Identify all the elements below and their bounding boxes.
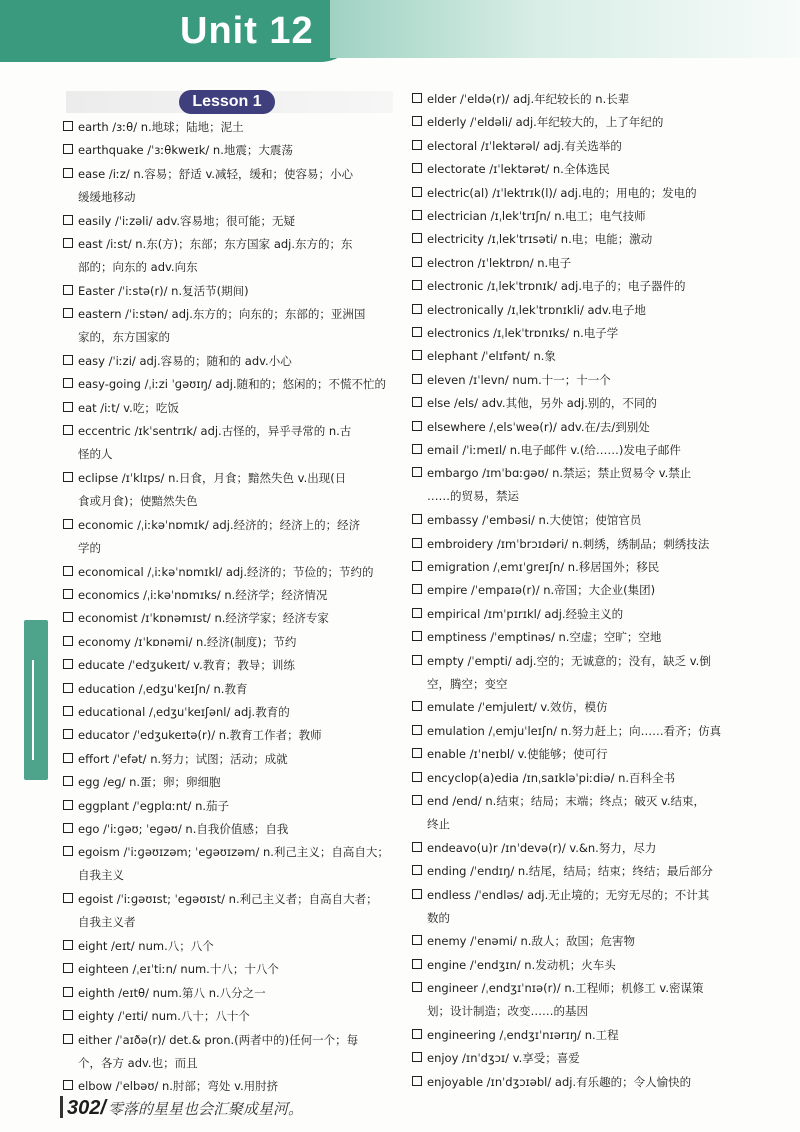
vocab-entry xyxy=(412,1047,742,1070)
vocab-entry xyxy=(412,650,742,696)
checkbox-icon xyxy=(63,846,73,856)
entry-text: elephant /ˈelɪfənt/ n.象 xyxy=(427,349,556,364)
vocab-entry xyxy=(412,462,742,508)
checkbox-icon xyxy=(63,683,73,693)
vocab-entry xyxy=(63,818,393,841)
vocab-entry xyxy=(412,626,742,649)
vocab-entry xyxy=(412,696,742,719)
checkbox-icon xyxy=(63,355,73,365)
page-number: 302/ xyxy=(67,1097,106,1119)
entry-text: easily /ˈiːzəli/ adv.容易地；很可能；无疑 xyxy=(78,213,296,228)
vocab-entry xyxy=(63,631,393,654)
entry-text: engineering /ˌendʒɪˈnɪərɪŋ/ n.工程 xyxy=(427,1028,619,1042)
entry-text: elsewhere /ˌelsˈweə(r)/ adv.在/去/到别处 xyxy=(427,419,650,434)
vocab-entry xyxy=(63,467,393,513)
checkbox-icon xyxy=(412,467,422,477)
entry-text: ease /iːz/ n.容易；舒适 v.减轻，缓和；使容易；小心 xyxy=(78,166,354,181)
entry-text: endless /ˈendləs/ adj.无止境的；无穷无尽的；不计其 xyxy=(427,887,710,902)
checkbox-icon xyxy=(412,304,422,314)
checkbox-icon xyxy=(63,168,73,178)
checkbox-icon xyxy=(412,257,422,267)
entry-text: education /ˌedʒuˈkeɪʃn/ n.教育 xyxy=(78,681,248,696)
entry-text: enjoy /ɪnˈdʒɔɪ/ v.享受；喜爱 xyxy=(427,1051,580,1066)
checkbox-icon xyxy=(412,421,422,431)
checkbox-icon xyxy=(63,940,73,950)
entry-text: enable /ɪˈneɪbl/ v.使能够；使可行 xyxy=(427,747,608,762)
vocab-entry xyxy=(412,509,742,532)
unit-title: Unit 12 xyxy=(180,10,314,52)
vocab-entry xyxy=(63,1029,393,1075)
checkbox-icon xyxy=(412,1076,422,1086)
vocab-entry xyxy=(412,369,742,392)
entry-text: enemy /ˈenəmi/ n.敌人；敌国；危害物 xyxy=(427,934,635,949)
checkbox-icon xyxy=(412,701,422,711)
entry-text: either /ˈaɪðə(r)/ det.& pron.(两者中的)任何一个；每 xyxy=(78,1032,359,1047)
entry-text-continued: 部的；向东的 adv.向东 xyxy=(78,260,198,274)
vocab-entry xyxy=(63,233,393,279)
checkbox-icon xyxy=(63,402,73,412)
checkbox-icon xyxy=(412,187,422,197)
entry-text: economical /ˌiːkəˈnɒmɪkl/ adj.经济的；节俭的；节约的 xyxy=(78,564,374,579)
checkbox-icon xyxy=(412,842,422,852)
checkbox-icon xyxy=(412,959,422,969)
entry-text: ego /ˈiːɡəʊ; ˈeɡəʊ/ n.自我价值感；自我 xyxy=(78,822,289,836)
checkbox-icon xyxy=(412,327,422,337)
entry-text: elder /ˈeldə(r)/ adj.年纪较长的 n.长辈 xyxy=(427,92,630,106)
vocab-entry xyxy=(63,654,393,677)
entry-text: effort /ˈefət/ n.努力；试图；活动；成就 xyxy=(78,751,288,766)
vocab-entry xyxy=(412,603,742,626)
entry-text: earthquake /ˈɜːθkweɪk/ n.地震；大震荡 xyxy=(78,143,293,158)
vocab-entry xyxy=(412,1071,742,1094)
entry-text: eclipse /ɪˈklɪps/ n.日食，月食；黯然失色 v.出现(日 xyxy=(78,471,347,485)
entry-text: easy /ˈiːzi/ adj.容易的；随和的 adv.小心 xyxy=(78,354,292,368)
vocab-entry xyxy=(412,533,742,556)
entry-text: eastern /ˈiːstən/ adj.东方的；向东的；东部的；亚洲国 xyxy=(78,307,366,322)
vocab-entry xyxy=(412,556,742,579)
checkbox-icon xyxy=(412,865,422,875)
entry-text: eighth /eɪtθ/ num.第八 n.八分之一 xyxy=(78,985,266,1000)
entry-text: empirical /ɪmˈpɪrɪkl/ adj.经验主义的 xyxy=(427,606,624,621)
page-footer xyxy=(60,1096,460,1126)
entry-text: electronics /ɪˌlekˈtrɒnɪks/ n.电子学 xyxy=(427,326,619,340)
checkbox-icon xyxy=(412,1052,422,1062)
vocab-entry xyxy=(63,303,393,349)
vocab-entry xyxy=(412,345,742,368)
checkbox-icon xyxy=(412,584,422,594)
checkbox-icon xyxy=(412,444,422,454)
vocab-entry xyxy=(63,163,393,209)
entry-text: educational /ˌedʒuˈkeɪʃənl/ adj.教育的 xyxy=(78,705,290,719)
vocab-entry xyxy=(63,795,393,818)
vocab-entry xyxy=(412,1024,742,1047)
checkbox-icon xyxy=(412,725,422,735)
vocab-entry xyxy=(63,373,393,396)
entry-text-continued: 划；设计制造；改变……的基因 xyxy=(427,1004,588,1019)
entry-text: embroidery /ɪmˈbrɔɪdəri/ n.刺绣，绣制品；刺绣技法 xyxy=(427,536,710,551)
entry-text: electoral /ɪˈlektərəl/ adj.有关选举的 xyxy=(427,138,622,153)
entry-text: electron /ɪˈlektrɒn/ n.电子 xyxy=(427,255,572,270)
vocab-entry xyxy=(412,439,742,462)
footer-motto: 零落的星星也会汇聚成星河。 xyxy=(107,1100,303,1118)
checkbox-icon xyxy=(63,800,73,810)
vocab-entry xyxy=(412,790,742,836)
checkbox-icon xyxy=(412,280,422,290)
entry-text: eight /eɪt/ num.八；八个 xyxy=(78,939,214,953)
checkbox-icon xyxy=(412,935,422,945)
entry-text: enjoyable /ɪnˈdʒɔɪəbl/ adj.有乐趣的；令人愉快的 xyxy=(427,1074,692,1089)
checkbox-icon xyxy=(63,472,73,482)
vocab-entry xyxy=(63,982,393,1005)
checkbox-icon xyxy=(63,308,73,318)
entry-text: emigration /ˌemɪˈɡreɪʃn/ n.移居国外；移民 xyxy=(427,560,660,574)
checkbox-icon xyxy=(412,748,422,758)
vocab-entry xyxy=(412,322,742,345)
checkbox-icon xyxy=(412,397,422,407)
checkbox-icon xyxy=(63,144,73,154)
vocab-entry xyxy=(63,420,393,466)
entry-text-continued: 数的 xyxy=(427,910,450,925)
checkbox-icon xyxy=(412,116,422,126)
entry-text: emptiness /ˈemptinəs/ n.空虚；空旷；空地 xyxy=(427,630,662,645)
checkbox-icon xyxy=(63,589,73,599)
entry-text: egoist /ˈiːɡəʊɪst; ˈeɡəʊɪst/ n.利己主义者；自高自大者； xyxy=(78,892,378,907)
vocab-entry xyxy=(412,767,742,790)
checkbox-icon xyxy=(63,566,73,576)
entry-text: else /els/ adv.其他，另外 adj.别的，不同的 xyxy=(427,396,657,411)
vocab-entry xyxy=(412,299,742,322)
checkbox-icon xyxy=(412,210,422,220)
entry-text: electric(al) /ɪˈlektrɪk(l)/ adj.电的；用电的；发电的 xyxy=(427,185,697,200)
entry-text-continued: 终止 xyxy=(427,817,450,831)
checkbox-icon xyxy=(412,1029,422,1039)
entry-text: economy /ɪˈkɒnəmi/ n.经济(制度)；节约 xyxy=(78,634,297,649)
checkbox-icon xyxy=(412,514,422,524)
entry-text: electronic /ɪˌlekˈtrɒnɪk/ adj.电子的；电子器件的 xyxy=(427,279,686,294)
vocab-entry xyxy=(412,837,742,860)
vocab-entry xyxy=(63,678,393,701)
vocab-entry xyxy=(412,954,742,977)
entry-text: eighteen /ˌeɪˈtiːn/ num.十八；十八个 xyxy=(78,962,279,977)
checkbox-icon xyxy=(412,163,422,173)
entry-text: eccentric /ɪkˈsentrɪk/ adj.古怪的，异乎寻常的 n.古 xyxy=(78,424,352,439)
entry-text: easy-going /ˌiːzi ˈɡəʊɪŋ/ adj.随和的；悠闲的；不慌不忙的 xyxy=(78,377,387,392)
entry-text: endeavo(u)r /ɪnˈdevə(r)/ v.&n.努力，尽力 xyxy=(427,840,657,855)
entry-text-continued: 食或月食)；使黯然失色 xyxy=(78,494,198,508)
checkbox-icon xyxy=(63,1080,73,1090)
checkbox-icon xyxy=(63,987,73,997)
checkbox-icon xyxy=(63,519,73,529)
entry-text: Easter /ˈiːstə(r)/ n.复活节(期间) xyxy=(78,283,249,298)
vocab-entry xyxy=(412,930,742,953)
checkbox-icon xyxy=(63,753,73,763)
vocab-entry xyxy=(412,416,742,439)
vocab-entry xyxy=(63,841,393,887)
vocab-entry xyxy=(63,888,393,934)
checkbox-icon xyxy=(63,706,73,716)
entry-text: emulation /ˌemjuˈleɪʃn/ n.努力赶上；向……看齐；仿真 xyxy=(427,723,722,738)
checkbox-icon xyxy=(63,636,73,646)
checkbox-icon xyxy=(63,1010,73,1020)
entry-text: educate /ˈedʒukeɪt/ v.教育；教导；训练 xyxy=(78,658,295,673)
entry-text: eggplant /ˈeɡplɑːnt/ n.茄子 xyxy=(78,798,230,813)
vocab-entry xyxy=(63,139,393,162)
entry-text-continued: 自我主义者 xyxy=(78,915,136,930)
vocab-entry xyxy=(63,607,393,630)
entry-text: elderly /ˈeldəli/ adj.年纪较大的，上了年纪的 xyxy=(427,115,664,130)
vocab-entry xyxy=(412,205,742,228)
checkbox-icon xyxy=(63,378,73,388)
checkbox-icon xyxy=(412,889,422,899)
entry-text: egoism /ˈiːɡəʊɪzəm; ˈeɡəʊɪzəm/ n.利己主义；自高自大； xyxy=(78,845,389,860)
vocab-entry xyxy=(63,116,393,139)
entry-text: earth /ɜːθ/ n.地球；陆地；泥土 xyxy=(78,120,244,134)
checkbox-icon xyxy=(412,631,422,641)
entry-text: elbow /ˈelbəʊ/ n.肘部；弯处 v.用肘挤 xyxy=(78,1079,279,1094)
checkbox-icon xyxy=(412,93,422,103)
checkbox-icon xyxy=(412,608,422,618)
checkbox-icon xyxy=(63,776,73,786)
checkbox-icon xyxy=(412,655,422,665)
checkbox-icon xyxy=(412,350,422,360)
vocab-entry xyxy=(63,210,393,233)
unit-header xyxy=(0,0,800,78)
vocab-entry xyxy=(412,252,742,275)
entry-text: encyclop(a)edia /ɪnˌsaɪkləˈpiːdiə/ n.百科全书 xyxy=(427,770,676,785)
vocab-entry xyxy=(412,860,742,883)
entry-text: egg /eɡ/ n.蛋；卵；卵细胞 xyxy=(78,775,221,790)
entry-text: empty /ˈempti/ adj.空的；无诚意的；没有，缺乏 v.倒 xyxy=(427,653,711,668)
vocab-entry xyxy=(63,748,393,771)
checkbox-icon xyxy=(63,238,73,248)
checkbox-icon xyxy=(63,215,73,225)
vocab-entry xyxy=(412,182,742,205)
entry-text-continued: 家的，东方国家的 xyxy=(78,330,170,345)
vocab-entry xyxy=(63,584,393,607)
entry-text: email /ˈiːmeɪl/ n.电子邮件 v.(给……)发电子邮件 xyxy=(427,443,681,457)
vocab-entry xyxy=(63,1005,393,1028)
checkbox-icon xyxy=(63,121,73,131)
entry-text-continued: 缓缓地移动 xyxy=(78,189,136,204)
entry-text: embargo /ɪmˈbɑːɡəʊ/ n.禁运；禁止贸易令 v.禁止 xyxy=(427,466,692,481)
entry-text-continued: 学的 xyxy=(78,540,101,555)
side-tab-lines xyxy=(32,660,38,760)
entry-text: engineer /ˌendʒɪˈnɪə(r)/ n.工程师；机修工 v.密谋策 xyxy=(427,981,704,996)
checkbox-icon xyxy=(63,659,73,669)
entry-text: embassy /ˈembəsi/ n.大使馆；使馆官员 xyxy=(427,513,642,528)
vocab-entry xyxy=(412,884,742,930)
vocab-entry xyxy=(412,228,742,251)
vocab-entry xyxy=(412,720,742,743)
vocab-entry xyxy=(412,88,742,111)
checkbox-icon xyxy=(412,374,422,384)
entry-text: ending /ˈendɪŋ/ n.结尾，结局；结束；终结；最后部分 xyxy=(427,864,713,879)
vocab-entry xyxy=(63,1075,393,1098)
checkbox-icon xyxy=(63,1034,73,1044)
entry-text: electrician /ɪˌlekˈtrɪʃn/ n.电工；电气技师 xyxy=(427,209,646,223)
entry-text: eleven /ɪˈlevn/ num.十一；十一个 xyxy=(427,372,611,387)
vocab-entry xyxy=(63,350,393,373)
vocab-entry xyxy=(412,275,742,298)
checkbox-icon xyxy=(63,729,73,739)
entry-text: economist /ɪˈkɒnəmɪst/ n.经济学家；经济专家 xyxy=(78,611,329,626)
entry-text: electricity /ɪˌlekˈtrɪsəti/ n.电；电能；激动 xyxy=(427,232,653,247)
vocab-entry xyxy=(412,743,742,766)
entry-text: economics /ˌiːkəˈnɒmɪks/ n.经济学；经济情况 xyxy=(78,588,328,602)
vocab-entry xyxy=(63,514,393,560)
vocab-entry xyxy=(412,158,742,181)
checkbox-icon xyxy=(63,823,73,833)
entry-text: empire /ˈempaɪə(r)/ n.帝国；大企业(集团) xyxy=(427,583,656,598)
footer-mark xyxy=(60,1096,63,1118)
checkbox-icon xyxy=(412,795,422,805)
entry-text: educator /ˈedʒukeɪtə(r)/ n.教育工作者；教师 xyxy=(78,728,322,743)
entry-text-continued: ……的贸易，禁运 xyxy=(427,489,519,504)
vocab-entry xyxy=(63,724,393,747)
lesson-badge: Lesson 1 xyxy=(179,90,275,114)
entry-text: electronically /ɪˌlekˈtrɒnɪkli/ adv.电子地 xyxy=(427,302,646,317)
vocab-entry xyxy=(412,392,742,415)
checkbox-icon xyxy=(63,425,73,435)
checkbox-icon xyxy=(63,612,73,622)
entry-text: electorate /ɪˈlektərət/ n.全体选民 xyxy=(427,162,610,177)
vocab-entry xyxy=(412,135,742,158)
vocab-entry xyxy=(63,397,393,420)
checkbox-icon xyxy=(412,140,422,150)
entry-text-continued: 自我主义 xyxy=(78,868,124,883)
entry-text-continued: 怪的人 xyxy=(78,447,113,462)
checkbox-icon xyxy=(412,538,422,548)
checkbox-icon xyxy=(412,233,422,243)
checkbox-icon xyxy=(412,772,422,782)
checkbox-icon xyxy=(412,561,422,571)
entry-text: eighty /ˈeɪti/ num.八十；八十个 xyxy=(78,1009,250,1024)
checkbox-icon xyxy=(63,285,73,295)
vocab-entry xyxy=(63,771,393,794)
entry-text-continued: 空，腾空；变空 xyxy=(427,676,508,691)
vocab-entry xyxy=(412,977,742,1023)
entry-text: end /end/ n.结束；结局；末端；终点；破灭 v.结束， xyxy=(427,794,706,808)
entry-text: east /iːst/ n.东(方)；东部；东方国家 adj.东方的；东 xyxy=(78,237,353,251)
vocab-entry xyxy=(63,958,393,981)
vocab-entry xyxy=(63,701,393,724)
checkbox-icon xyxy=(412,982,422,992)
vocab-entry xyxy=(63,280,393,303)
vocab-entry xyxy=(63,935,393,958)
entry-text: engine /ˈendʒɪn/ n.发动机；火车头 xyxy=(427,957,616,972)
entry-text: emulate /ˈemjuleɪt/ v.效仿，模仿 xyxy=(427,700,608,715)
entry-text: eat /iːt/ v.吃；吃饭 xyxy=(78,400,179,415)
entry-text-continued: 个，各方 adv.也；而且 xyxy=(78,1055,198,1070)
vocab-entry xyxy=(412,579,742,602)
checkbox-icon xyxy=(63,963,73,973)
checkbox-icon xyxy=(63,893,73,903)
header-gradient xyxy=(330,0,800,58)
vocab-entry xyxy=(412,111,742,134)
entry-text: economic /ˌiːkəˈnɒmɪk/ adj.经济的；经济上的；经济 xyxy=(78,517,361,532)
vocab-entry xyxy=(63,561,393,584)
